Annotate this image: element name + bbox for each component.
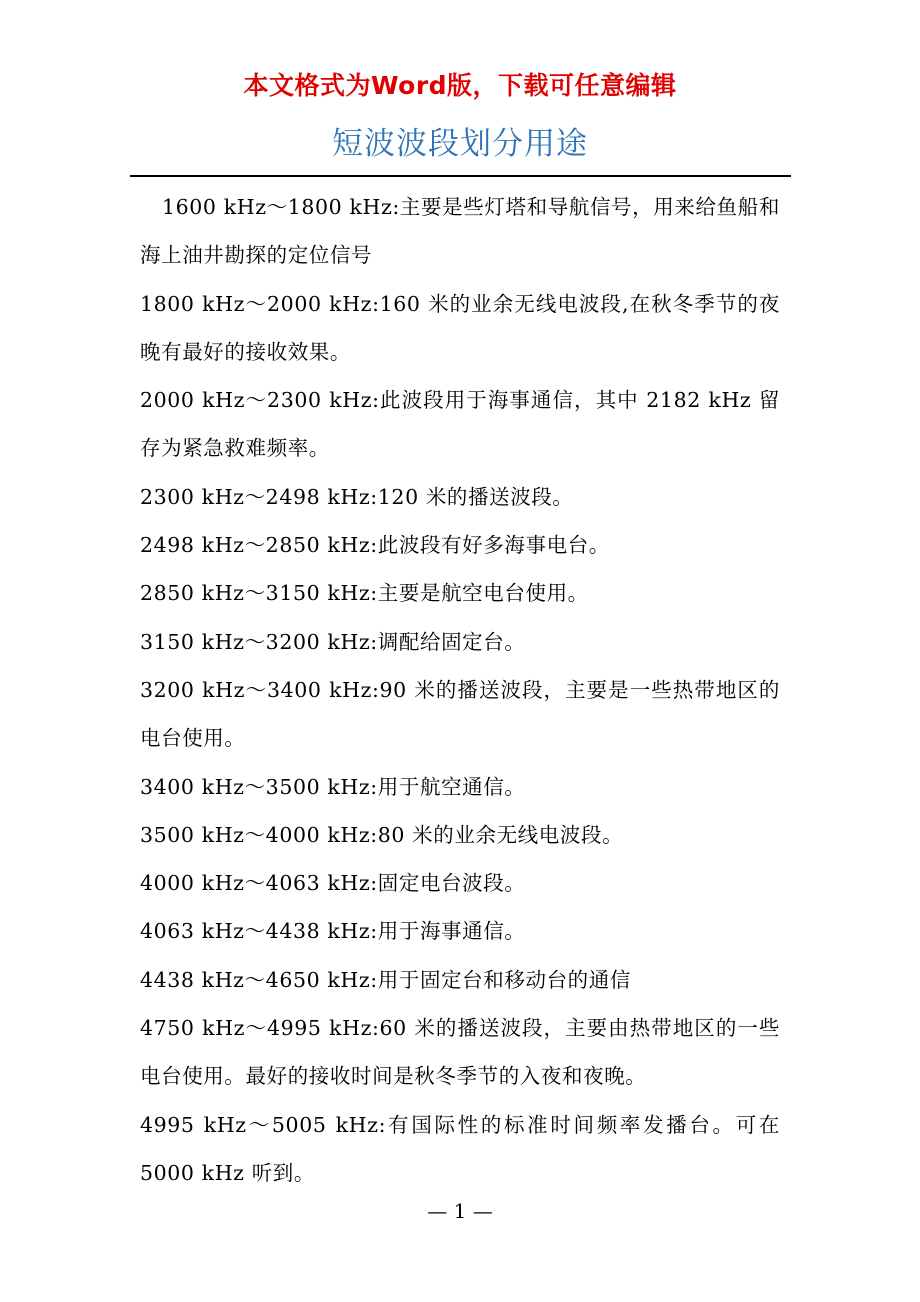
paragraph: 3400 kHz～3500 kHz:用于航空通信。 (140, 774, 526, 799)
title-divider (130, 175, 791, 177)
paragraph: 2850 kHz～3150 kHz:主要是航空电台使用。 (140, 581, 589, 606)
page-number: — 1 — (427, 1199, 493, 1223)
paragraph: 1800 kHz～2000 kHz:160 米的业余无线电波段,在秋冬季节的夜晚有最好的接收效果。 (140, 291, 780, 364)
paragraph: 2498 kHz～2850 kHz:此波段有好多海事电台。 (140, 533, 610, 558)
paragraph: 4438 kHz～4650 kHz:用于固定台和移动台的通信 (140, 967, 631, 992)
paragraph: 4995 kHz～5005 kHz:有国际性的标准时间频率发播台。可在5000 kHz 听到。 (140, 1112, 780, 1185)
paragraph: 1600 kHz～1800 kHz:主要是些灯塔和导航信号，用来给鱼船和海上油井勘探的定位信号 (140, 195, 780, 268)
format-notice-banner: 本文格式为Word版，下载可任意编辑 (243, 71, 677, 100)
paragraph: 4063 kHz～4438 kHz:用于海事通信。 (140, 919, 526, 944)
paragraph: 3500 kHz～4000 kHz:80 米的业余无线电波段。 (140, 822, 624, 847)
paragraph: 4000 kHz～4063 kHz:固定电台波段。 (140, 871, 526, 896)
paragraph: 3200 kHz～3400 kHz:90 米的播送波段，主要是一些热带地区的电台使用。 (140, 677, 780, 751)
document-body (140, 183, 780, 1197)
document-title: 短波波段划分用途 (332, 126, 588, 162)
paragraph: 2000 kHz～2300 kHz:此波段用于海事通信，其中 2182 kHz 留存为紧急救难频率。 (140, 388, 780, 461)
paragraph: 4750 kHz～4995 kHz:60 米的播送波段，主要由热带地区的一些电台使用。最好的接收时间是秋冬季节的入夜和夜晚。 (140, 1016, 780, 1089)
paragraph: 3150 kHz～3200 kHz:调配给固定台。 (140, 629, 526, 654)
paragraph: 2300 kHz～2498 kHz:120 米的播送波段。 (140, 484, 574, 509)
